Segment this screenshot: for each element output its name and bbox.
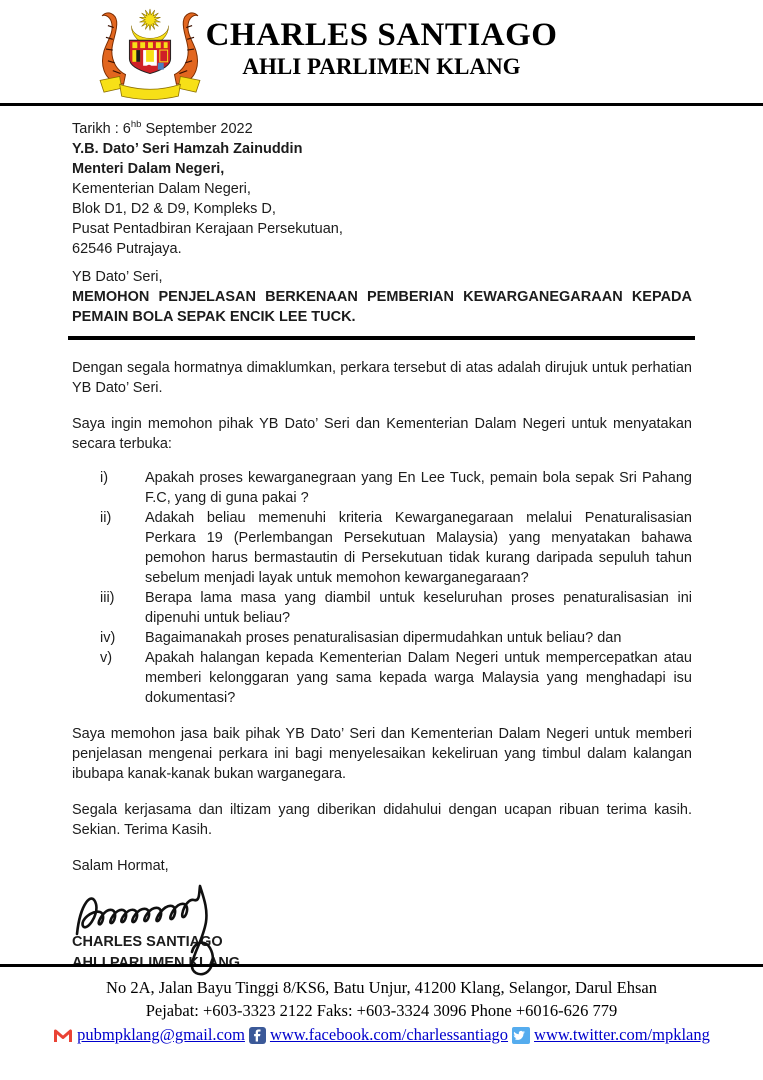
footer-links	[0, 1023, 763, 1047]
salutation: YB Dato’ Seri,	[72, 269, 163, 285]
recipient-address-line: Blok D1, D2 & D9, Kompleks D,	[72, 201, 276, 217]
paragraph: Saya ingin memohon pihak YB Dato’ Seri dan Kementerian Dalam Negeri untuk menyatakan secara terbuka:	[72, 416, 692, 452]
twitter-icon	[512, 1027, 530, 1044]
signatory-name: CHARLES SANTIAGO	[72, 934, 223, 950]
list-item-number: v)	[100, 650, 113, 666]
list-item-text: Apakah halangan kepada Kementerian Dalam Negeri untuk mempercepatkan atau memberi kelonggaran yang sama kepada warga Malaysia yang menghadapi isu dokumentasi?	[145, 650, 692, 706]
date-line: Tarikh : $6^{hb}$ September 2022	[72, 119, 253, 137]
list-item-text: Apakah proses kewarganegraan yang En Lee Tuck, pemain bola sepak Sri Pahang F.C, yang di guna pakai ?	[145, 470, 692, 506]
letterhead-name: CHARLES SANTIAGO	[205, 17, 558, 53]
list-item	[72, 648, 692, 708]
paragraph: Dengan segala hormatnya dimaklumkan, perkara tersebut di atas adalah dirujuk untuk perhatian YB Dato’ Seri.	[72, 360, 692, 396]
subject-divider	[68, 336, 695, 340]
question-list	[72, 468, 692, 708]
gmail-icon	[53, 1028, 73, 1043]
twitter-link[interactable]: www.twitter.com/mpklang	[534, 1025, 710, 1044]
list-item-number: ii)	[100, 510, 112, 526]
ribbon-banner	[100, 77, 200, 100]
shield-icon	[129, 40, 170, 73]
closing-salutation: Salam Hormat,	[72, 858, 169, 874]
letter-body	[0, 106, 763, 974]
list-item	[72, 508, 692, 588]
footer-contacts: Pejabat: +603-3323 2122 Faks: +603-3324 3096 Phone +6016-626 779	[145, 1001, 618, 1020]
paragraph: Saya memohon jasa baik pihak YB Dato’ Seri dan Kementerian Dalam Negeri untuk memberi penjelasan mengenai perkara ini bagi menyelesaikan kekeliruan yang timbul dalam kalangan ibubapa kanak-kanak bukan warganegara.	[72, 726, 692, 782]
recipient-address-line: Kementerian Dalam Negeri,	[72, 181, 251, 197]
subject-line: MEMOHON PENJELASAN BERKENAAN PEMBERIAN KEWARGANEGARAAN KEPADA PEMAIN BOLA SEPAK ENCIK LEE TUCK.	[72, 289, 692, 325]
list-item	[72, 628, 692, 648]
list-item	[72, 468, 692, 508]
date-superscript: hb	[130, 119, 142, 131]
email-link[interactable]: pubmpklang@gmail.com	[77, 1025, 245, 1044]
list-item-number: i)	[100, 470, 109, 486]
signature-area	[72, 880, 692, 932]
list-item-number: iii)	[100, 590, 115, 606]
list-item-text: Bagaimanakah proses penaturalisasian dipermudahkan untuk beliau? dan	[145, 630, 622, 646]
federal-star-icon	[140, 9, 161, 31]
recipient-address-line: 62546 Putrajaya.	[72, 241, 182, 257]
recipient-address-line: Pusat Pentadbiran Kerajaan Persekutuan,	[72, 221, 343, 237]
facebook-link[interactable]: www.facebook.com/charlessantiago	[269, 1025, 509, 1044]
recipient-name: Y.B. Dato’ Seri Hamzah Zainuddin	[72, 141, 303, 157]
signatory-title: AHLI PARLIMEN KLANG	[72, 955, 241, 971]
letterhead-role: AHLI PARLIMEN KLANG	[242, 54, 521, 79]
list-item	[72, 588, 692, 628]
letterhead	[0, 0, 763, 106]
letter-footer	[0, 964, 763, 1047]
list-item-text: Berapa lama masa yang diambil untuk keseluruhan proses penaturalisasian ini dipenuhi untuk beliau?	[145, 590, 692, 626]
tiger-right	[174, 13, 198, 84]
facebook-icon	[249, 1027, 266, 1044]
list-item-number: iv)	[100, 630, 116, 646]
tiger-left	[102, 13, 125, 84]
footer-address: No 2A, Jalan Bayu Tinggi 8/KS6, Batu Unjur, 41200 Klang, Selangor, Darul Ehsan	[106, 978, 657, 997]
recipient-role: Menteri Dalam Negeri,	[72, 161, 225, 177]
malaysia-coat-of-arms-icon	[86, 6, 214, 100]
paragraph: Segala kerjasama dan iltizam yang diberikan didahului dengan ucapan ribuan terima kasih. Sekian. Terima Kasih.	[72, 802, 692, 838]
list-item-text: Adakah beliau memenuhi kriteria Kewarganegaraan melalui Penaturalisasian Perkara 19 (Perlembangan Persekutuan Malaysia) yang menyatakan bahawa pemohon harus bermastautin di Persekutuan tidak kurang daripada sepuluh tahun sebelum menjadi layak untuk memohon kewarganegaraan?	[145, 510, 692, 586]
